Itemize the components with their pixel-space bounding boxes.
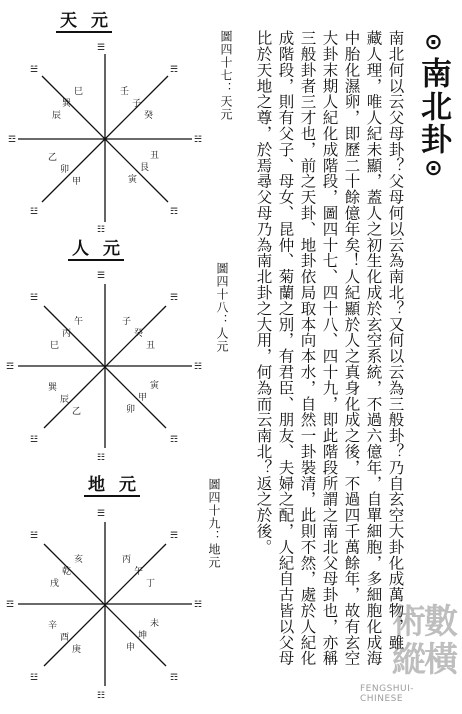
heading-mark-left: ⊙ bbox=[421, 30, 446, 57]
svg-text:巳: 巳 bbox=[74, 87, 84, 97]
svg-text:☲: ☲ bbox=[6, 362, 15, 372]
svg-text:巳: 巳 bbox=[50, 341, 60, 351]
svg-text:☶: ☶ bbox=[170, 207, 179, 217]
svg-text:癸: 癸 bbox=[134, 329, 144, 339]
svg-text:申: 申 bbox=[126, 643, 136, 653]
svg-text:☱: ☱ bbox=[30, 293, 39, 303]
svg-text:☵: ☵ bbox=[194, 362, 203, 372]
svg-text:坤: 坤 bbox=[138, 631, 148, 641]
svg-text:☱: ☱ bbox=[30, 531, 39, 541]
svg-text:午: 午 bbox=[74, 317, 84, 327]
svg-text:子: 子 bbox=[122, 317, 132, 327]
svg-text:辛: 辛 bbox=[48, 621, 58, 631]
heading-mark-right: ⊙ bbox=[421, 156, 446, 183]
svg-text:☳: ☳ bbox=[30, 435, 39, 445]
svg-text:☱: ☱ bbox=[30, 65, 39, 75]
svg-text:甲: 甲 bbox=[72, 177, 82, 187]
diagram-title-di-yuan: 地元 bbox=[88, 470, 150, 495]
svg-text:壬: 壬 bbox=[120, 87, 130, 97]
svg-text:☵: ☵ bbox=[194, 135, 203, 145]
watermark-line-2: 縱橫 bbox=[392, 640, 456, 680]
ren-yuan-diagram bbox=[0, 262, 210, 462]
svg-text:丑: 丑 bbox=[146, 341, 156, 351]
heading-title: 南北卦 bbox=[415, 57, 451, 156]
svg-text:丁: 丁 bbox=[146, 579, 156, 589]
svg-text:巽: 巽 bbox=[62, 99, 72, 109]
caption-figure-49: 圖四十九：地元 bbox=[207, 478, 221, 569]
svg-text:☴: ☴ bbox=[170, 531, 179, 541]
svg-text:☷: ☷ bbox=[97, 225, 106, 234]
svg-text:辰: 辰 bbox=[60, 395, 70, 405]
svg-text:☲: ☲ bbox=[8, 135, 17, 145]
body-column-7: 比於天地之尊，於焉尋父母乃為南北卦之大用，何為而云南北？返之於後。 bbox=[254, 30, 273, 555]
svg-text:癸: 癸 bbox=[144, 111, 154, 121]
svg-text:亥: 亥 bbox=[74, 555, 84, 565]
svg-text:未: 未 bbox=[150, 619, 160, 629]
svg-text:丙: 丙 bbox=[62, 329, 72, 339]
svg-text:☰: ☰ bbox=[97, 271, 106, 281]
caption-figure-47: 圖四十七：天元 bbox=[219, 30, 233, 121]
section-heading bbox=[410, 30, 456, 210]
svg-text:寅: 寅 bbox=[128, 175, 138, 185]
body-column-2: 藏人理，唯人紀未顯，蓋人之初生化成於玄空系統，不過六億年，自單細胞，多細胞化成海 bbox=[364, 30, 383, 666]
diagram-title-tian-yuan: 天元 bbox=[60, 6, 122, 31]
svg-text:乙: 乙 bbox=[72, 407, 82, 417]
body-column-5: 三般卦者三才也，前之天卦、地卦依局取本向本水，自然一卦裝清，此則不然，處於人紀化 bbox=[298, 30, 317, 666]
svg-text:巽: 巽 bbox=[48, 383, 58, 393]
svg-text:艮: 艮 bbox=[140, 163, 150, 173]
svg-text:☰: ☰ bbox=[97, 43, 106, 53]
svg-text:☴: ☴ bbox=[170, 293, 179, 303]
svg-text:庚: 庚 bbox=[72, 645, 82, 655]
svg-text:丑: 丑 bbox=[150, 151, 160, 161]
svg-text:☷: ☷ bbox=[97, 691, 106, 700]
svg-text:卯: 卯 bbox=[126, 405, 136, 415]
body-column-4: 大卦末期人紀化成階段，圖四十七、四十八、四十九，即此階段所謂之南北父母卦也，亦稱 bbox=[320, 30, 339, 666]
svg-text:丙: 丙 bbox=[122, 555, 132, 565]
caption-figure-48: 圖四十八：人元 bbox=[215, 262, 229, 353]
svg-text:寅: 寅 bbox=[150, 381, 160, 391]
svg-text:甲: 甲 bbox=[138, 393, 148, 403]
svg-text:乙: 乙 bbox=[48, 153, 58, 163]
svg-text:☶: ☶ bbox=[170, 435, 179, 445]
svg-text:戌: 戌 bbox=[50, 579, 60, 589]
watermark-logo bbox=[360, 594, 456, 704]
svg-text:☲: ☲ bbox=[6, 600, 15, 610]
svg-text:午: 午 bbox=[134, 567, 144, 577]
svg-text:子: 子 bbox=[132, 99, 142, 109]
svg-text:☰: ☰ bbox=[97, 509, 106, 519]
svg-text:卯: 卯 bbox=[60, 165, 70, 175]
svg-text:☳: ☳ bbox=[30, 673, 39, 683]
svg-text:乾: 乾 bbox=[62, 567, 72, 577]
svg-text:☴: ☴ bbox=[170, 65, 179, 75]
svg-text:☶: ☶ bbox=[170, 673, 179, 683]
svg-text:☷: ☷ bbox=[97, 453, 106, 462]
body-column-3: 中胎化濕卵，即歷二十餘億年矣！人紀顯於人之真身化成之後，不過四千萬餘年，故有玄空 bbox=[342, 30, 361, 666]
svg-text:☵: ☵ bbox=[194, 600, 203, 610]
body-column-6: 成階段，則有父子、母女、昆仲、菊蘭之別，有君臣、朋友、夫婦之配，人紀自古皆以父母 bbox=[276, 30, 295, 666]
di-yuan-diagram bbox=[0, 500, 210, 700]
svg-text:酉: 酉 bbox=[60, 633, 70, 643]
svg-text:辰: 辰 bbox=[52, 111, 62, 121]
tian-yuan-diagram bbox=[0, 34, 210, 234]
svg-text:☳: ☳ bbox=[30, 207, 39, 217]
diagram-title-ren-yuan: 人元 bbox=[72, 234, 134, 259]
body-column-1: 南北何以云父母卦？父母何以云為南北？又何以云為三般卦？乃自玄空大卦化成萬物，雖 bbox=[386, 30, 405, 651]
watermark-line-1: 術數 bbox=[392, 602, 456, 642]
watermark-url: FENGSHUI-CHINESE bbox=[360, 684, 415, 704]
